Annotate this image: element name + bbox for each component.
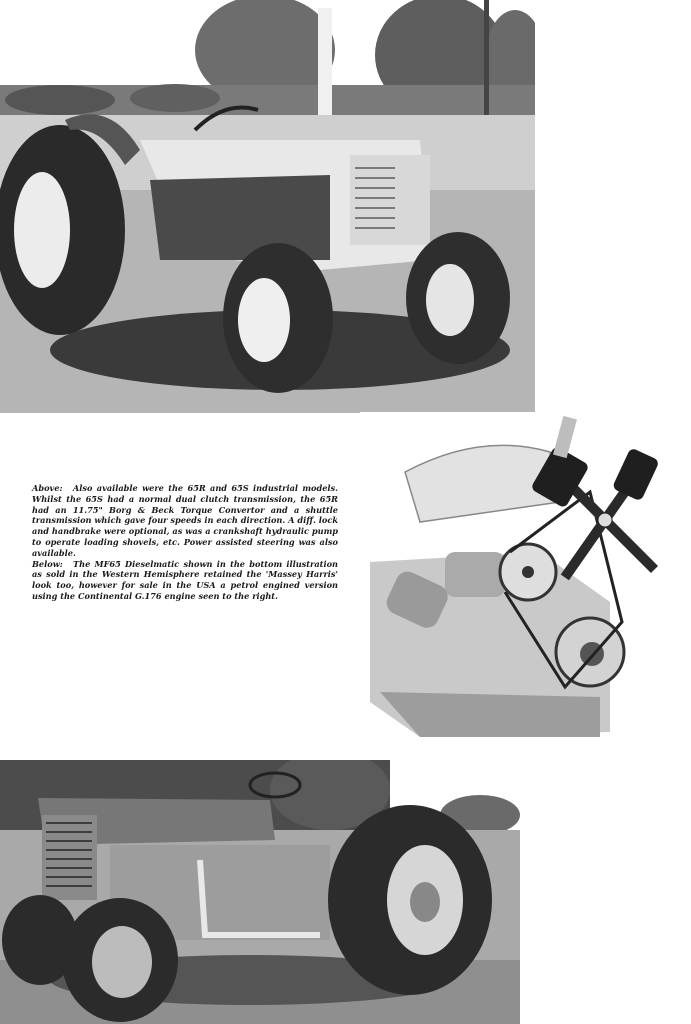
caption-below-paragraph — [32, 559, 338, 602]
caption-below-text: The MF65 Dieselmatic shown in the bottom illustration as sold in the Western Hemisphere retained the 'Massey Harris' look too, however for sale in the USA a petrol engined version using the Continental G.176 engine seen to the right. — [32, 558, 338, 601]
caption-above-text: Also available were the 65R and 65S industrial models. Whilst the 65S had a normal dual clutch transmission, the 65R had an 11.75" Borg & Beck Torque Convertor and a shuttle transmission which gave four speeds in each direction. A diff. lock and handbrake were optional, as was a crankshaft hydraulic pump to operate loading shovels, etc. Power assisted steering was also available. — [32, 483, 338, 558]
photo-industrial-tractor — [0, 0, 535, 413]
tractor-photo-graphic — [0, 0, 535, 413]
photo-continental-engine — [360, 412, 668, 747]
caption-above-paragraph — [32, 483, 338, 559]
photo-mf65-dieselmatic — [0, 760, 520, 1024]
dieselmatic-photo-graphic — [0, 760, 520, 1024]
engine-photo-graphic — [360, 412, 668, 747]
caption-text — [32, 483, 338, 602]
caption-below-label: Below: — [32, 558, 63, 569]
caption-above-label: Above: — [32, 483, 63, 493]
